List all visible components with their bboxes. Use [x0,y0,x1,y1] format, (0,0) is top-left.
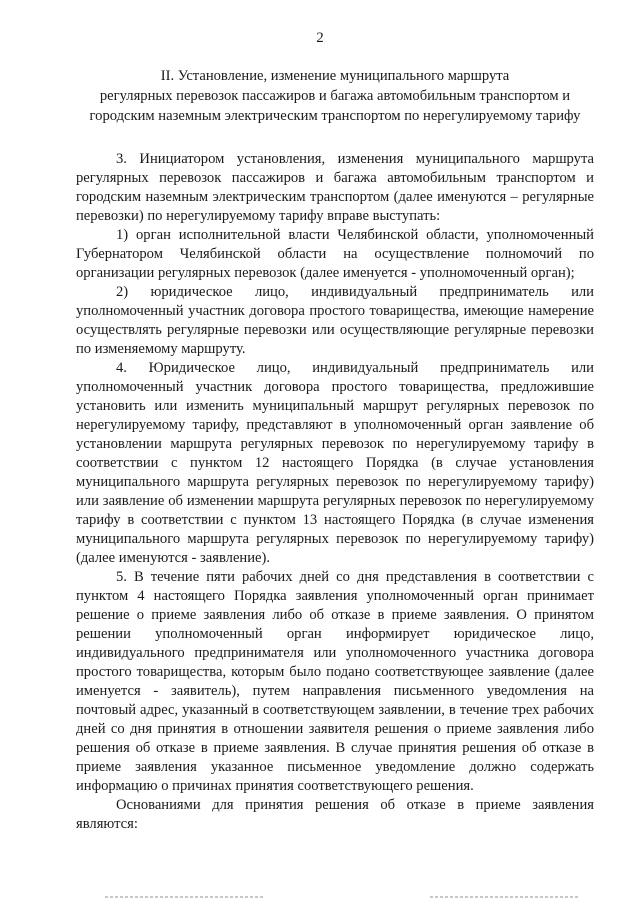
paragraph-clause-5: 5. В течение пяти рабочих дней со дня представления в соответствии с пунктом 4 настоящего Порядка заявления уполномоченный орган принимает решение о приеме заявления либо об отказе в приеме заявления. О принятом решении уполномоченный орган информирует юридическое лицо, индивидуального предпринимателя или уполномоченного участника договора простого товарищества, которым было подано соответствующее заявление (далее именуется - заявитель), путем направления письменного уведомления на почтовый адрес, указанный в соответствующем заявлении, в течение трех рабочих дней со дня принятия в отношении заявителя решения о приеме заявления либо решения об отказе в приеме заявления. В случае принятия решения об отказе в приеме заявления указанное письменное уведомление должно содержать информацию о причинах принятия соответствующего решения. [76,569,594,794]
section-heading-line-3: городским наземным электрическим транспортом по нерегулируемому тарифу [89,108,581,124]
paragraph-refusal-grounds: Основаниями для принятия решения об отказе в приеме заявления являются: [76,797,594,832]
scan-artifact-left [105,896,265,898]
page-number: 2 [316,30,324,46]
paragraph-clause-3: 3. Инициатором установления, изменения муниципального маршрута регулярных перевозок пассажиров и багажа автомобильным транспортом и городским наземным электрическим транспортом (далее именуются – регулярные перевозки) по нерегулируемому тарифу вправе выступать: [76,151,594,224]
section-heading-line-2: регулярных перевозок пассажиров и багажа автомобильным транспортом и [99,88,571,104]
paragraph-item-2: 2) юридическое лицо, индивидуальный предприниматель или уполномоченный участник договора простого товарищества, имеющие намерение осуществлять регулярные перевозки или осуществляющие регулярные перевозки по изменяемому маршруту. [76,284,594,357]
document-body [76,150,594,834]
paragraph-item-1: 1) орган исполнительной власти Челябинской области, уполномоченный Губернатором Челябинской области на осуществление полномочий по организации регулярных перевозок (далее именуется - уполномоченный орган); [76,227,594,281]
scan-artifact-right [430,896,580,898]
section-heading-line-1: II. Установление, изменение муниципального маршрута [160,68,510,84]
paragraph-clause-4: 4. Юридическое лицо, индивидуальный предприниматель или уполномоченный участник договора простого товарищества, предложившие установить или изменить муниципальный маршрут регулярных перевозок по нерегулируемому тарифу, представляют в уполномоченный орган заявление об установлении маршрута регулярных перевозок по нерегулируемому тарифу в соответствии с пунктом 12 настоящего Порядка (в случае установления муниципального маршрута регулярных перевозок по нерегулируемому тарифу) или заявление об изменении маршрута регулярных перевозок по нерегулируемому тарифу в соответствии с пунктом 13 настоящего Порядка (в случае изменения муниципального маршрута регулярных перевозок по нерегулируемому тарифу) (далее именуются - заявление). [76,360,594,566]
section-heading [76,66,594,126]
